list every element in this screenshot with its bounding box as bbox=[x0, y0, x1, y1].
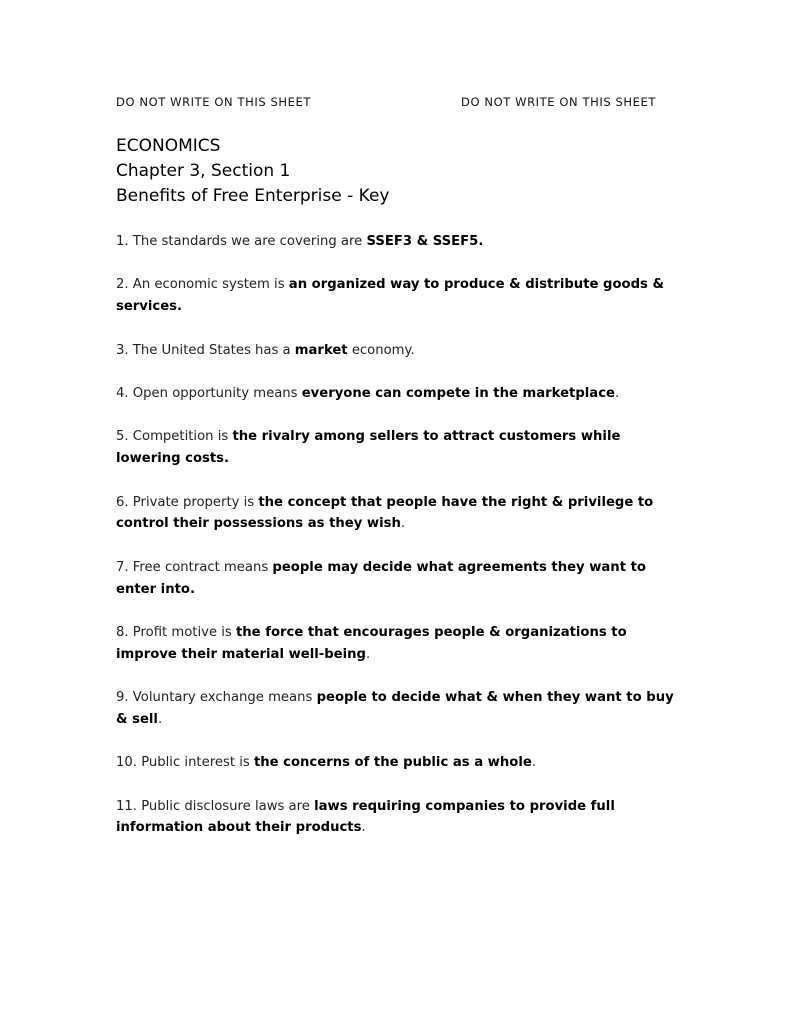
list-item: 6. Private property is the concept that people have the right & privilege to control their possessions as they wish. bbox=[116, 494, 654, 532]
chapter-title: Chapter 3, Section 1 bbox=[116, 161, 291, 181]
topic-title: Benefits of Free Enterprise - Key bbox=[116, 186, 390, 206]
list-item: 1. The standards we are covering are SSEF3 & SSEF5. bbox=[116, 234, 484, 249]
list-item: 8. Profit motive is the force that encourages people & organizations to improve their material well-being. bbox=[116, 624, 627, 662]
subject-title: ECONOMICS bbox=[116, 136, 221, 156]
list-item: 3. The United States has a market economy. bbox=[116, 342, 415, 358]
list-item: 11. Public disclosure laws are laws requiring companies to provide full information about their products. bbox=[116, 798, 615, 836]
do-not-write-notice-left: DO NOT WRITE ON THIS SHEET bbox=[116, 95, 312, 109]
list-item: 9. Voluntary exchange means people to decide what & when they want to buy & sell. bbox=[116, 690, 674, 727]
list-item: 5. Competition is the rivalry among sellers to attract customers while lowering costs. bbox=[116, 429, 621, 467]
list-item: 7. Free contract means people may decide what agreements they want to enter into. bbox=[116, 559, 646, 597]
document-heading bbox=[116, 134, 716, 209]
list-item: 4. Open opportunity means everyone can compete in the marketplace. bbox=[116, 385, 620, 401]
list-item: 2. An economic system is an organized way to produce & distribute goods & services. bbox=[116, 277, 664, 315]
do-not-write-notice-right: DO NOT WRITE ON THIS SHEET bbox=[461, 95, 657, 109]
list-item: 10. Public interest is the concerns of the public as a whole. bbox=[116, 755, 536, 771]
answer-key-list bbox=[116, 231, 676, 861]
